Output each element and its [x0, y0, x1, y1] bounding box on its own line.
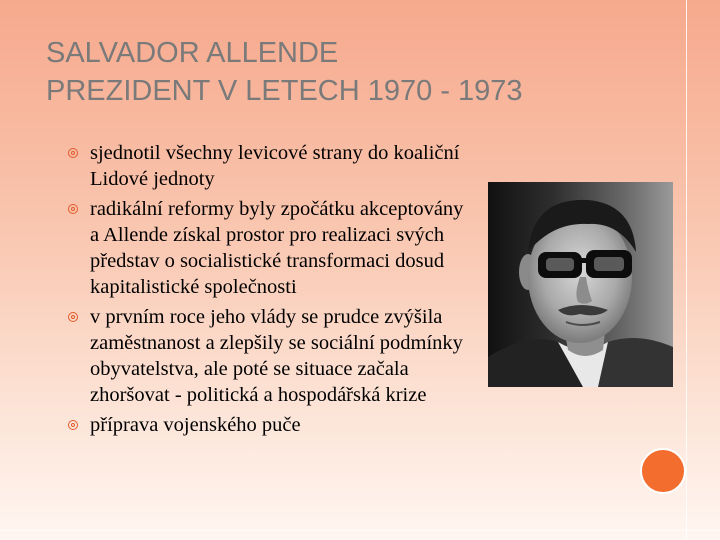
bullet-ring-icon [68, 204, 78, 214]
slide-title [46, 34, 666, 110]
bullet-ring-icon [68, 312, 78, 322]
bullet-text: sjednotil všechny levicové strany do koaliční Lidové jednoty [90, 142, 460, 190]
decorative-circle [640, 448, 686, 494]
bullet-item [68, 412, 468, 438]
title-line-2: PREZIDENT V LETECH 1970 - 1973 [46, 75, 523, 107]
bullet-ring-icon [68, 148, 78, 158]
bullet-text: v prvním roce jeho vlády se prudce zvýšila zaměstnanost a zlepšily se sociální podmínky obyvatelstva, ale poté se situace začala zhoršovat - politická a hospodářská krize [90, 306, 463, 406]
bullet-list [68, 140, 468, 442]
bullet-item [68, 140, 468, 192]
frame-line-vertical [686, 0, 687, 540]
bullet-text: radikální reformy byly zpočátku akceptovány a Allende získal prostor pro realizaci svých představ o socialistické transformaci dosud kapitalistické společnosti [90, 198, 464, 298]
bullet-ring-icon [68, 420, 78, 430]
portrait-image [488, 182, 673, 387]
bullet-item [68, 304, 468, 408]
portrait-photo [488, 182, 673, 387]
bullet-item [68, 196, 468, 300]
title-line-1: SALVADOR ALLENDE [46, 37, 339, 69]
bullet-text: příprava vojenského puče [90, 414, 301, 436]
frame-line-horizontal [0, 530, 720, 531]
